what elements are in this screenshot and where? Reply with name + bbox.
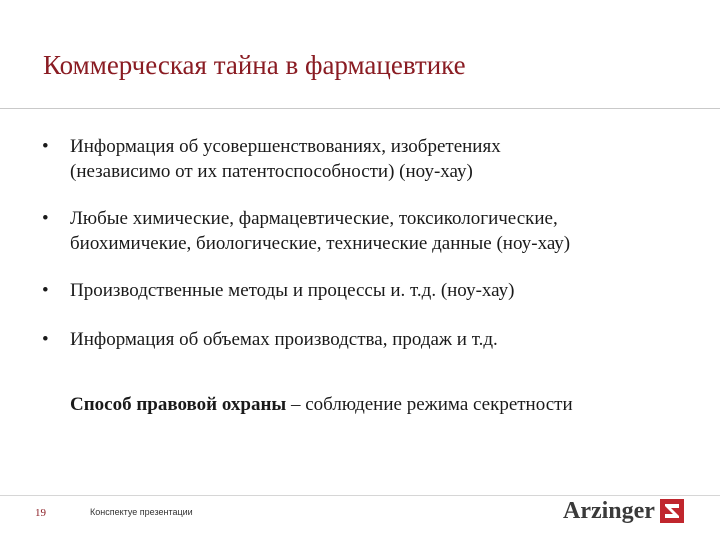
bullet-marker: •: [42, 280, 49, 301]
company-logo: [563, 496, 684, 526]
bullet-item: [40, 327, 700, 352]
bullet-marker: •: [42, 208, 49, 229]
bullet-text: Информация об объемах производства, продаж и т.д.: [70, 329, 498, 350]
protection-method: [70, 394, 573, 416]
page-number: 19: [35, 507, 46, 519]
slide-title: Коммерческая тайна в фармацевтике: [43, 50, 466, 80]
protection-method-text: – соблюдение режима секретности: [286, 394, 573, 415]
title-divider: [0, 108, 720, 109]
bullet-list: [40, 134, 700, 352]
logo-text: Arzinger: [563, 497, 655, 524]
logo-mark-icon: [660, 499, 684, 523]
footer-text: Конспектуе презентации: [90, 507, 193, 517]
protection-method-label: Способ правовой охраны: [70, 394, 287, 415]
bullet-text: биохимичекие, биологические, технические данные (ноу-хау): [70, 233, 571, 254]
bullet-text: (независимо от их патентоспособности) (ноу-хау): [70, 161, 473, 182]
bullet-marker: •: [42, 329, 49, 350]
bullet-item: [40, 278, 700, 303]
bullet-text: Любые химические, фармацевтические, токсикологические,: [70, 208, 558, 229]
bullet-marker: •: [42, 136, 49, 157]
bullet-text: Производственные методы и процессы и. т.д. (ноу-хау): [70, 280, 515, 301]
bullet-item: [40, 134, 700, 184]
bullet-item: [40, 206, 700, 256]
bullet-text: Информация об усовершенствованиях, изобретениях: [70, 136, 501, 157]
